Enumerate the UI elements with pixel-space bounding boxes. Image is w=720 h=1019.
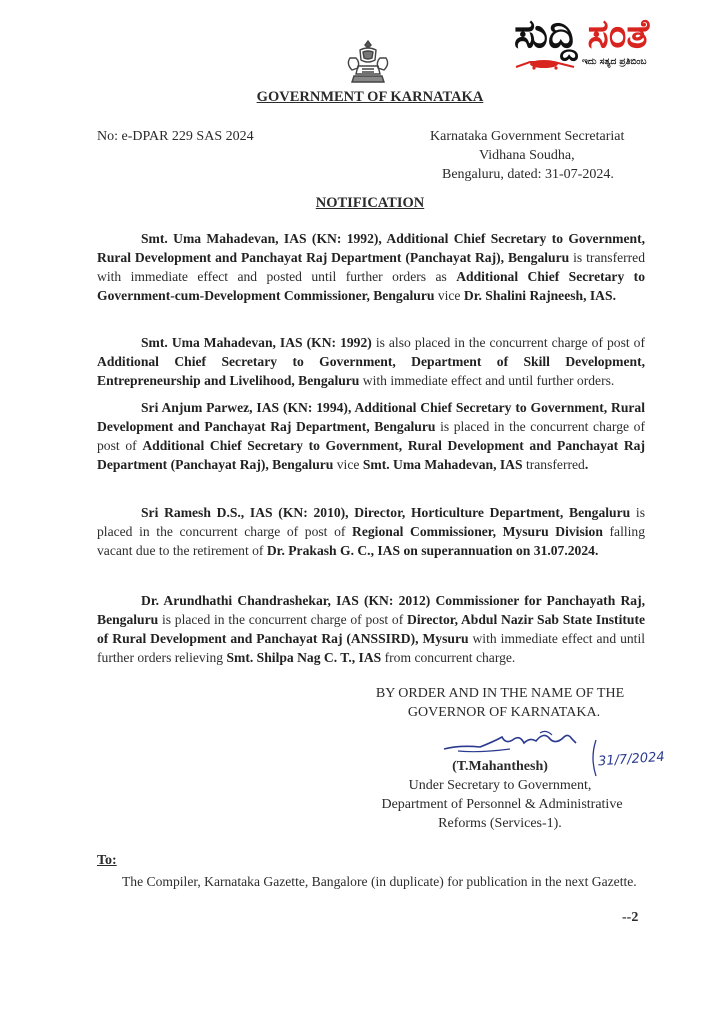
designation-line-1: Under Secretary to Government,	[408, 778, 592, 793]
signatory-name: (T.Mahanthesh)	[452, 759, 548, 774]
government-heading: GOVERNMENT OF KARNATAKA	[256, 89, 484, 105]
bold-text-run: Smt. Uma Mahadevan, IAS (KN: 1992), Additional Chief Secretary to Government, Rural Development and Panchayat Raj Department (Panchayat Raj), Bengaluru	[97, 231, 645, 265]
paragraph-1	[97, 229, 645, 305]
text-run: from concurrent charge.	[381, 650, 516, 665]
order-line-2: GOVERNOR OF KARNATAKA.	[407, 705, 601, 720]
bold-text-run: Sri Ramesh D.S., IAS (KN: 2010), Director, Horticulture Department, Bengaluru	[141, 505, 631, 520]
text-run: vice	[434, 288, 464, 303]
paragraph-2	[97, 333, 645, 390]
bold-text-run: Dr. Shalini Rajneesh, IAS.	[463, 288, 616, 303]
bold-text-run: .	[584, 457, 589, 472]
bold-text-run: Sri Anjum Parwez, IAS (KN: 1994), Additional Chief Secretary to Government, Rural Development and Panchayat Raj Department, Bengaluru	[97, 400, 645, 434]
to-label: To:	[97, 853, 117, 868]
logo-word-1: ಸುದ್ದಿ	[514, 11, 578, 57]
paragraph-4	[97, 503, 645, 560]
paragraph-3	[97, 398, 645, 474]
bold-text-run: Additional Chief Secretary to Government-cum-Development Commissioner, Bengaluru	[97, 269, 645, 303]
karnataka-emblem-icon	[340, 38, 396, 91]
watermark-logo	[514, 12, 649, 70]
text-run: with immediate effect and until further orders.	[359, 373, 615, 388]
text-run: is placed in the concurrent charge of post of	[97, 505, 645, 539]
car-icon	[514, 57, 576, 75]
page-marker: --2	[622, 910, 639, 925]
office-line-1: Karnataka Government Secretariat	[430, 129, 625, 144]
text-run: is also placed in the concurrent charge of post of	[371, 335, 645, 350]
text-run: falling vacant due to the retirement of	[97, 524, 645, 558]
text-run: vice	[333, 457, 363, 472]
paragraph-5	[97, 591, 645, 667]
bold-text-run: Additional Chief Secretary to Government, Department of Skill Development, Entrepreneurship and Livelihood, Bengaluru	[97, 354, 645, 388]
notification-title: NOTIFICATION	[315, 195, 425, 211]
text-run: with immediate effect and until further orders relieving	[97, 631, 645, 665]
logo-word-2: ಸಂತೆ	[587, 11, 650, 57]
designation-line-2: Department of Personnel & Administrative	[381, 797, 623, 812]
text-run: transferred	[522, 457, 585, 472]
bold-text-run: Dr. Prakash G. C., IAS on superannuation on 31.07.2024.	[266, 543, 599, 558]
bold-text-run: Regional Commissioner, Mysuru Division	[352, 524, 603, 539]
bold-text-run: Smt. Uma Mahadevan, IAS	[362, 457, 523, 472]
designation-line-3: Reforms (Services-1).	[438, 816, 562, 831]
bold-text-run: Additional Chief Secretary to Government, Rural Development and Panchayat Raj Department (Panchayat Raj), Bengaluru	[97, 438, 645, 472]
reference-number: No: e-DPAR 229 SAS 2024	[97, 129, 254, 144]
text-run: is transferred with immediate effect and posted until further orders as	[97, 250, 646, 284]
logo-tagline: ಇದು ಸತ್ಯದ ಪ್ರತಿಬಿಂಬ	[582, 57, 647, 67]
bold-text-run: Director, Abdul Nazir Sab State Institute of Rural Development and Panchayat Raj (ANSSIRD), Mysuru	[97, 612, 646, 646]
to-recipient: The Compiler, Karnataka Gazette, Bangalore (in duplicate) for publication in the next Gazette.	[122, 874, 637, 889]
bold-text-run: Dr. Arundhathi Chandrashekar, IAS (KN: 2012) Commissioner for Panchayath Raj, Bengaluru	[97, 593, 645, 627]
handwritten-date: 31/7/2024	[597, 749, 666, 770]
bold-text-run: Smt. Uma Mahadevan, IAS (KN: 1992)	[141, 335, 372, 350]
office-line-3: Bengaluru, dated: 31-07-2024.	[442, 167, 614, 182]
text-run: is placed in the concurrent charge of post of	[97, 419, 645, 453]
office-line-2: Vidhana Soudha,	[479, 148, 575, 163]
order-line-1: BY ORDER AND IN THE NAME OF THE	[375, 686, 625, 701]
bold-text-run: Smt. Shilpa Nag C. T., IAS	[226, 650, 382, 665]
text-run: is placed in the concurrent charge of post of	[158, 612, 408, 627]
